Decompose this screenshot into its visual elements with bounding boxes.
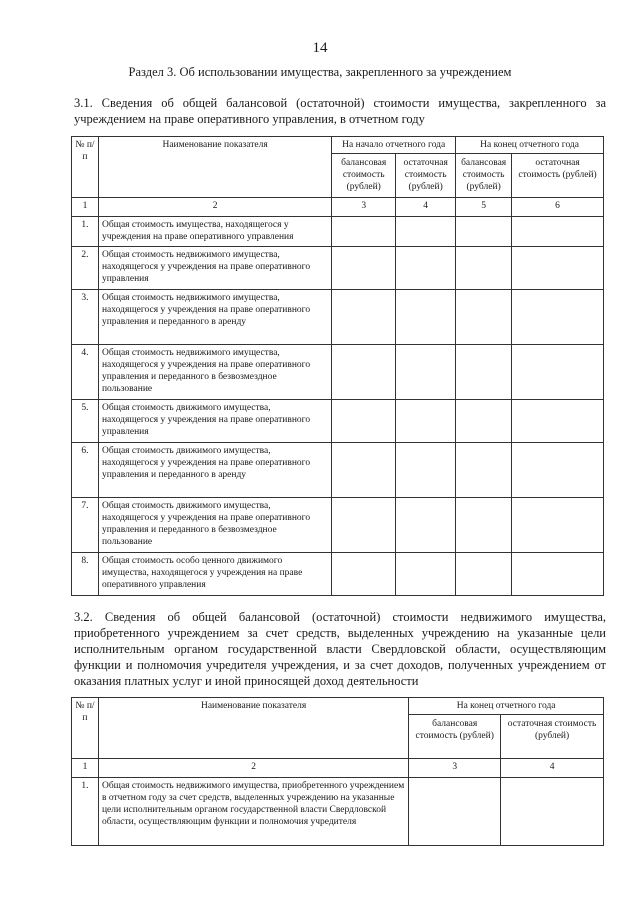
header-end-balance: балансовая стоимость (рублей) bbox=[409, 715, 501, 759]
header-name: Наименование показателя bbox=[98, 698, 408, 759]
header-end-residual: остаточная стоимость (рублей) bbox=[512, 154, 604, 198]
row-name: Общая стоимость недвижимого имущества, находящегося у учреждения на праве оперативного управления и переданного в аренду bbox=[98, 290, 331, 345]
row-no: 5. bbox=[72, 400, 99, 443]
property-value-table bbox=[71, 136, 604, 596]
col-number: 2 bbox=[98, 759, 408, 778]
header-start-residual: остаточная стоимость (рублей) bbox=[396, 154, 456, 198]
col-number: 4 bbox=[501, 759, 604, 778]
row-name: Общая стоимость движимого имущества, находящегося у учреждения на праве оперативного управления и переданного в аренду bbox=[98, 443, 331, 498]
value-cell bbox=[456, 290, 512, 345]
row-no: 6. bbox=[72, 443, 99, 498]
value-cell bbox=[512, 443, 604, 498]
col-number: 3 bbox=[409, 759, 501, 778]
value-cell bbox=[396, 498, 456, 553]
row-no: 2. bbox=[72, 247, 99, 290]
value-cell bbox=[512, 217, 604, 247]
table-row bbox=[72, 217, 604, 247]
header-end-of-year: На конец отчетного года bbox=[409, 698, 604, 715]
value-cell bbox=[396, 345, 456, 400]
value-cell bbox=[332, 400, 396, 443]
row-no: 3. bbox=[72, 290, 99, 345]
value-cell bbox=[512, 553, 604, 596]
header-start-balance: балансовая стоимость (рублей) bbox=[332, 154, 396, 198]
row-name: Общая стоимость имущества, находящегося у учреждения на праве оперативного управления bbox=[98, 217, 331, 247]
row-no: 4. bbox=[72, 345, 99, 400]
row-name: Общая стоимость особо ценного движимого имущества, находящегося у учреждения на праве оперативного управления bbox=[98, 553, 331, 596]
row-no: 1. bbox=[72, 217, 99, 247]
value-cell bbox=[332, 217, 396, 247]
value-cell bbox=[396, 443, 456, 498]
row-name: Общая стоимость движимого имущества, находящегося у учреждения на праве оперативного управления bbox=[98, 400, 331, 443]
table-row bbox=[72, 778, 604, 846]
value-cell bbox=[456, 345, 512, 400]
col-number: 6 bbox=[512, 198, 604, 217]
value-cell bbox=[501, 778, 604, 846]
section-3-1-heading: 3.1. Сведения об общей балансовой (остаточной) стоимости имущества, закрепленного за учреждением на праве оперативного управления, в отчетном году bbox=[74, 96, 606, 126]
header-end-residual: остаточная стоимость (рублей) bbox=[501, 715, 604, 759]
page-number: 14 bbox=[312, 40, 328, 56]
value-cell bbox=[332, 553, 396, 596]
value-cell bbox=[456, 498, 512, 553]
col-number: 5 bbox=[456, 198, 512, 217]
value-cell bbox=[512, 290, 604, 345]
row-name: Общая стоимость недвижимого имущества, приобретенного учреждением в отчетном году за счет средств, выделенных учреждению на указанные цели исполнительным органом государственной власти Свердловской области, осуществляющим функции и полномочия учредителя bbox=[98, 778, 408, 846]
value-cell bbox=[332, 443, 396, 498]
value-cell bbox=[409, 778, 501, 846]
header-no: № п/п bbox=[72, 698, 99, 759]
col-number: 2 bbox=[98, 198, 331, 217]
value-cell bbox=[456, 443, 512, 498]
table-row bbox=[72, 345, 604, 400]
row-name: Общая стоимость недвижимого имущества, находящегося у учреждения на праве оперативного управления и переданного в безвозмездное пользование bbox=[98, 345, 331, 400]
header-end-balance: балансовая стоимость (рублей) bbox=[456, 154, 512, 198]
col-number: 1 bbox=[72, 759, 99, 778]
section-title: Раздел 3. Об использовании имущества, закрепленного за учреждением bbox=[128, 65, 512, 79]
value-cell bbox=[456, 247, 512, 290]
value-cell bbox=[512, 247, 604, 290]
header-start-of-year: На начало отчетного года bbox=[332, 137, 456, 154]
table-row bbox=[72, 400, 604, 443]
section-3-2-heading: 3.2. Сведения об общей балансовой (остаточной) стоимости недвижимого имущества, приобретенного учреждением за счет средств, выделенных учреждению на указанные цели исполнительным органом государственной власти Свердловской области, осуществляющим функции и полномочия учредителя учреждения, и за счет доходов, полученных учреждением от оказания платных услуг и иной приносящей доход деятельности bbox=[74, 610, 606, 688]
table-row bbox=[72, 290, 604, 345]
row-no: 7. bbox=[72, 498, 99, 553]
value-cell bbox=[512, 498, 604, 553]
table-row bbox=[72, 553, 604, 596]
acquired-property-table bbox=[71, 697, 604, 846]
value-cell bbox=[396, 247, 456, 290]
col-number: 1 bbox=[72, 198, 99, 217]
value-cell bbox=[512, 345, 604, 400]
value-cell bbox=[396, 553, 456, 596]
value-cell bbox=[396, 400, 456, 443]
header-name: Наименование показателя bbox=[98, 137, 331, 198]
value-cell bbox=[456, 217, 512, 247]
col-number: 4 bbox=[396, 198, 456, 217]
value-cell bbox=[332, 290, 396, 345]
value-cell bbox=[456, 400, 512, 443]
table-row bbox=[72, 443, 604, 498]
value-cell bbox=[332, 345, 396, 400]
value-cell bbox=[332, 247, 396, 290]
table-row bbox=[72, 498, 604, 553]
col-number: 3 bbox=[332, 198, 396, 217]
row-no: 1. bbox=[72, 778, 99, 846]
value-cell bbox=[396, 217, 456, 247]
value-cell bbox=[332, 498, 396, 553]
table-row bbox=[72, 247, 604, 290]
row-no: 8. bbox=[72, 553, 99, 596]
header-no: № п/п bbox=[72, 137, 99, 198]
value-cell bbox=[396, 290, 456, 345]
value-cell bbox=[512, 400, 604, 443]
value-cell bbox=[456, 553, 512, 596]
header-end-of-year: На конец отчетного года bbox=[456, 137, 604, 154]
row-name: Общая стоимость недвижимого имущества, находящегося у учреждения на праве оперативного управления bbox=[98, 247, 331, 290]
row-name: Общая стоимость движимого имущества, находящегося у учреждения на праве оперативного управления и переданного в безвозмездное пользование bbox=[98, 498, 331, 553]
